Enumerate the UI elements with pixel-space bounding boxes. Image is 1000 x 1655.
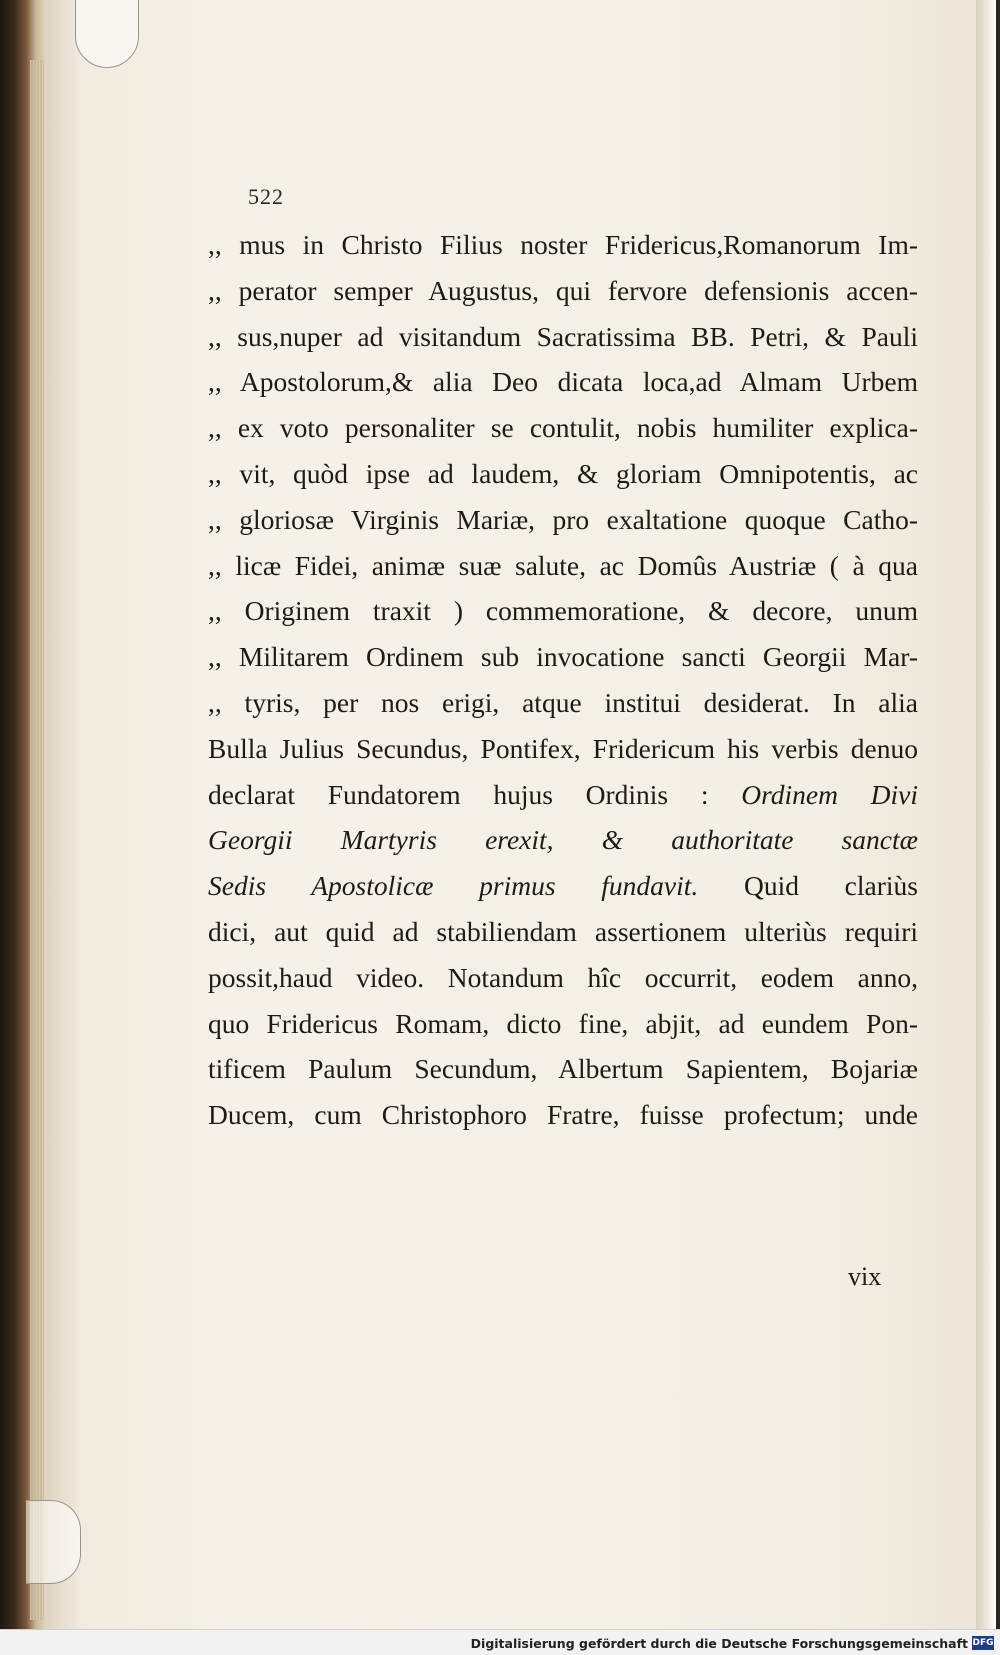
page-clip-top: [75, 0, 139, 68]
dfg-logo: DFG: [972, 1638, 994, 1648]
text-line: ,, Apostolorum,& alia Deo dicata loca,ad Almam Urbem: [208, 366, 918, 398]
footer-credit: Digitalisierung gefördert durch die Deutsche Forschungsgemeinschaft: [470, 1636, 968, 1651]
digitization-footer: [0, 1629, 1000, 1655]
page-clip-bottom: [26, 1500, 81, 1584]
text-line: Bulla Julius Secundus, Pontifex, Fridericum his verbis denuo: [208, 732, 918, 764]
text-line: ,, vit, quòd ipse ad laudem, & gloriam Omnipotentis, ac: [208, 457, 918, 489]
text-line: ,, tyris, per nos erigi, atque institui desiderat. In alia: [208, 686, 918, 718]
text-line: quo Fridericus Romam, dicto fine, abjit, ad eundem Pon-: [208, 1007, 918, 1039]
text-line: ,, gloriosæ Virginis Mariæ, pro exaltatione quoque Catho-: [208, 503, 918, 535]
text-line: possit,haud video. Notandum hîc occurrit, eodem anno,: [208, 961, 918, 993]
text-line: ,, licæ Fidei, animæ suæ salute, ac Domûs Austriæ ( à qua: [208, 549, 918, 581]
text-line: ,, Originem traxit ) commemoratione, & decore, unum: [208, 595, 918, 627]
catchword: vix: [848, 1262, 882, 1291]
text-line: dici, aut quid ad stabiliendam assertionem ulteriùs requiri: [208, 915, 918, 947]
page-number: 522: [248, 184, 284, 209]
text-line: ,, mus in Christo Filius noster Fridericus,Romanorum Im-: [208, 229, 918, 260]
text-line: ,, Militarem Ordinem sub invocatione sancti Georgii Mar-: [208, 641, 918, 673]
text-line: ,, ex voto personaliter se contulit, nobis humiliter explica-: [208, 412, 918, 444]
body-text: [208, 222, 918, 1138]
page-right-edge: [976, 0, 996, 1630]
text-line: tificem Paulum Secundum, Albertum Sapientem, Bojariæ: [208, 1053, 918, 1085]
text-line: ,, perator semper Augustus, qui fervore defensionis accen-: [208, 274, 918, 306]
text-line: declarat Fundatorem hujus Ordinis : Ordinem Divi: [208, 778, 919, 810]
text-line: Sedis Apostolicæ primus fundavit. Quid clariùs: [208, 870, 918, 902]
text-line: ,, sus,nuper ad visitandum Sacratissima BB. Petri, & Pauli: [208, 320, 918, 352]
text-line: Ducem, cum Christophoro Fratre, fuisse profectum; unde: [208, 1099, 918, 1131]
text-line: Georgii Martyris erexit, & authoritate sanctæ: [208, 824, 918, 856]
